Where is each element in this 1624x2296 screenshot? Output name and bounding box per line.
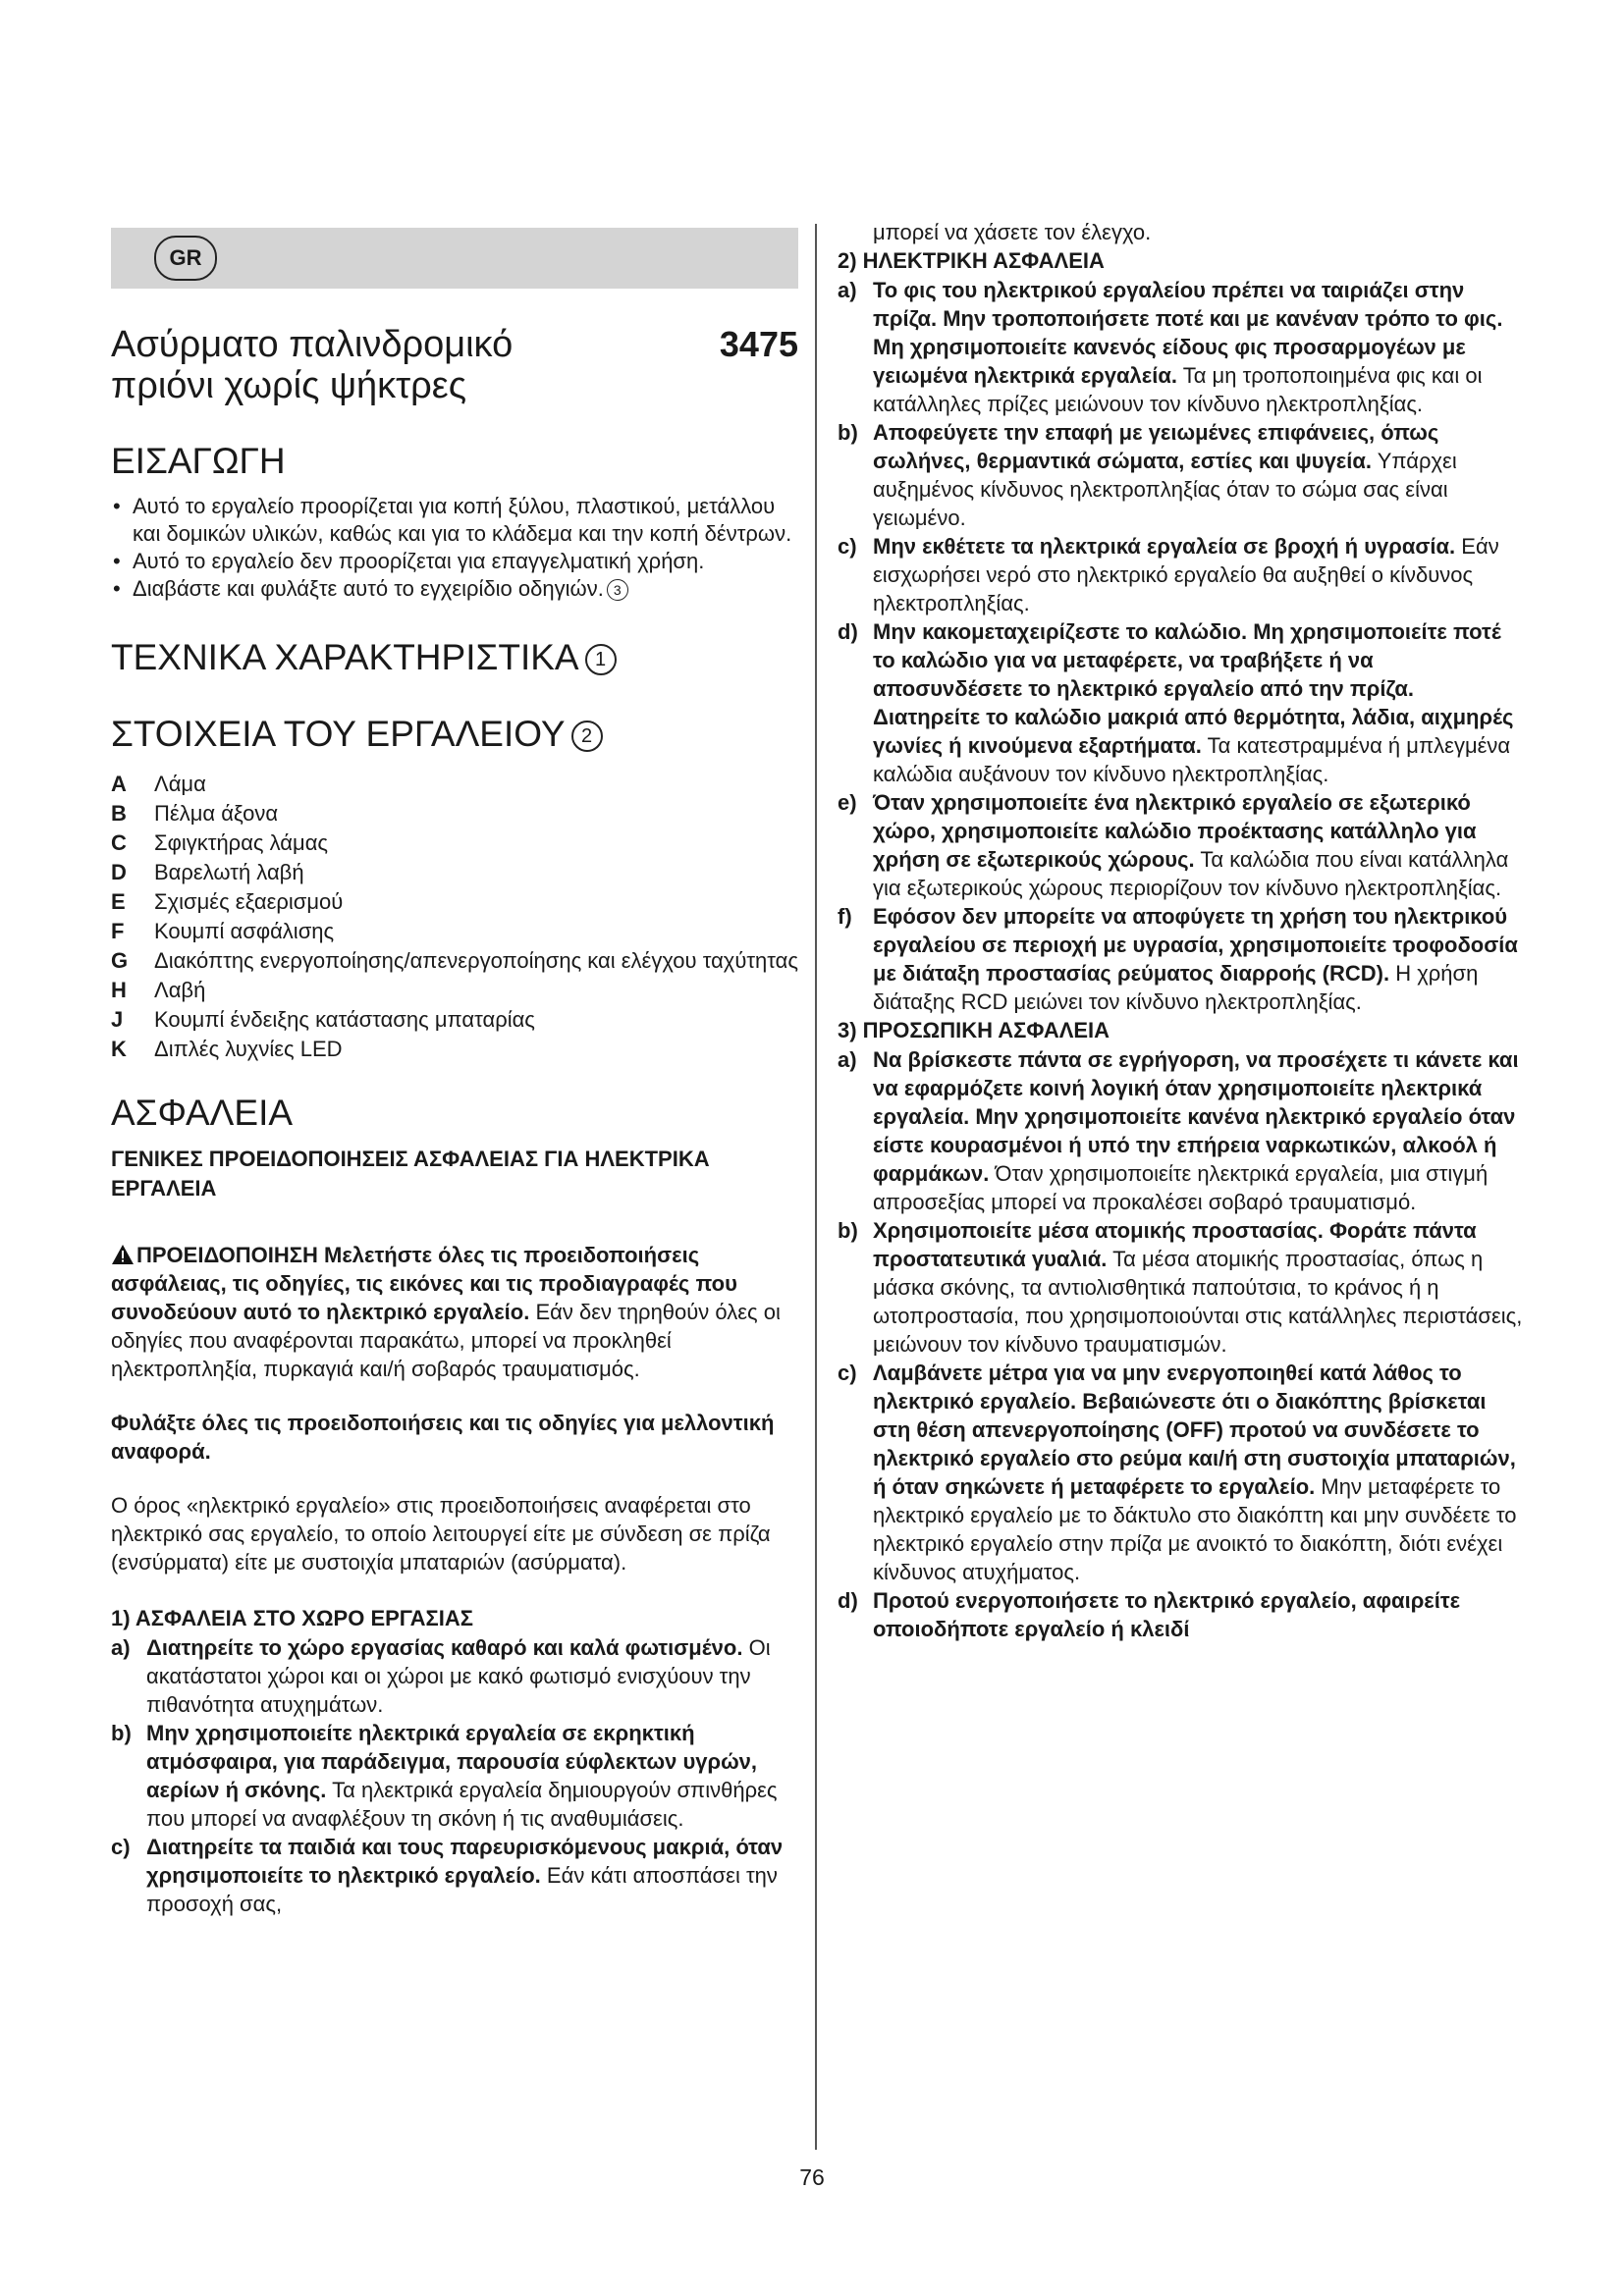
rule-label: b) (838, 1218, 858, 1243)
part-key: J (111, 1007, 124, 1032)
figure-ref-3: 3 (607, 579, 628, 601)
product-title: Ασύρματο παλινδρομικό πριόνι χωρίς ψήκτρες (111, 324, 514, 406)
specs-heading-text: ΤΕΧΝΙΚΑ ΧΑΡΑΚΤΗΡΙΣΤΙΚΑ (111, 637, 579, 677)
rule-item (838, 1216, 1525, 1359)
language-bar (111, 228, 798, 289)
intro-heading: ΕΙΣΑΓΩΓΗ (111, 441, 286, 481)
rule-bold: Μην χρησιμοποιείτε ηλεκτρικά εργαλεία σε εκρηκτική ατμόσφαιρα, για παράδειγμα, παρουσία εύφλεκτων υγρών, αερίων ή σκόνης. (146, 1721, 758, 1802)
rule-bold: Λαμβάνετε μέτρα για να μην ενεργοποιηθεί κατά λάθος το ηλεκτρικό εργαλείο. Βεβαιώνεστε ότι ο διακόπτης βρίσκεται στη θέση απενεργοποίησης (OFF) προτού να συνδέσετε το ηλεκτρικό εργαλείο στο ρεύμα και/ή στη συστοιχία μπαταριών, ή όταν σηκώνετε ή μεταφέρετε το εργαλείο. (873, 1361, 1516, 1499)
rule-bold: Αποφεύγετε την επαφή με γειωμένες επιφάνειες, όπως σωλήνες, θερμαντικά σώματα, εστίες και ψυγεία. (873, 420, 1439, 473)
warning-bold-text: ΠΡΟΕΙΔΟΠΟΙΗΣΗ Μελετήστε όλες τις προειδοποιήσεις ασφάλειας, τις οδηγίες, τις εικόνες και τις προδιαγραφές που συνοδεύουν αυτό το ηλεκτρικό εργαλείο. (111, 1243, 737, 1324)
rule-text: Όταν χρησιμοποιείτε ηλεκτρικά εργαλεία, μια στιγμή απροσεξίας μπορεί να προκαλέσει σοβαρό τραυματισμό. (873, 1161, 1489, 1214)
warning-rest-text: Εάν δεν τηρηθούν όλες οι οδηγίες που αναφέρονται παρακάτω, μπορεί να προκληθεί ηλεκτροπληξία, πυρκαγιά και/ή σοβαρός τραυματισμός. (111, 1300, 781, 1381)
rule-bold: Χρησιμοποιείτε μέσα ατομικής προστασίας. Φοράτε πάντα προστατευτικά γυαλιά. (873, 1218, 1477, 1271)
keep-instructions: Φυλάξτε όλες τις προειδοποιήσεις και τις οδηγίες για μελλοντική αναφορά. (111, 1411, 775, 1464)
parts-list (111, 770, 798, 1064)
rule-item (111, 1833, 798, 1918)
part-key: A (111, 772, 127, 796)
part-key: E (111, 889, 126, 914)
part-item (111, 1005, 798, 1035)
specs-heading (111, 636, 798, 679)
rule-label: e) (838, 790, 857, 815)
rule-bold: Να βρίσκεστε πάντα σε εγρήγορση, να προσέχετε τι κάνετε και να εφαρμόζετε κοινή λογική όταν χρησιμοποιείτε ηλεκτρικά εργαλεία. Μην χρησιμοποιείτε κανένα ηλεκτρικό εργαλείο όταν είστε κουρασμένοι ή υπό την επήρεια ναρκωτικών, αλκοόλ ή φαρμάκων. (873, 1047, 1519, 1186)
rule-label: a) (838, 1047, 857, 1072)
term-definition: Ο όρος «ηλεκτρικό εργαλείο» στις προειδοποιήσεις αναφέρεται στο ηλεκτρικό σας εργαλείο, το οποίο λειτουργεί είτε με σύνδεση σε πρίζα (ενσύρματα) είτε με συστοιχία μπαταριών (ασύρματα). (111, 1493, 771, 1575)
rule-item (838, 902, 1525, 1016)
part-key: K (111, 1037, 127, 1061)
rule-item (111, 1633, 798, 1719)
intro-list (111, 493, 798, 603)
rule-label: a) (111, 1635, 131, 1660)
rule-item (838, 532, 1525, 617)
part-label: Κουμπί ασφάλισης (154, 919, 335, 943)
rule-bold: Το φις του ηλεκτρικού εργαλείου πρέπει να ταιριάζει στην πρίζα. Μην τροποποιήσετε ποτέ και με κανέναν τρόπο το φις. Μη χρησιμοποιείτε κανενός είδους φις προσαρμογέων με γειωμένα ηλεκτρικά εργαλεία. (873, 278, 1503, 388)
parts-heading-text: ΣΤΟΙΧΕΙΑ ΤΟΥ ΕΡΓΑΛΕΙΟΥ (111, 714, 566, 754)
rule-item (838, 788, 1525, 902)
title-row (111, 324, 798, 406)
rule-text: Υπάρχει αυξημένος κίνδυνος ηλεκτροπληξίας όταν το σώμα σας είναι γειωμένο. (873, 449, 1457, 530)
part-item (111, 770, 798, 799)
intro-bullet (111, 575, 798, 603)
rule-label: f) (838, 904, 852, 929)
part-label: Πέλμα άξονα (154, 801, 279, 826)
rule-label: d) (838, 1588, 858, 1613)
right-column (838, 218, 1525, 1643)
part-item (111, 858, 798, 887)
rule-item (838, 1045, 1525, 1216)
rule-bold: Προτού ενεργοποιήσετε το ηλεκτρικό εργαλείο, αφαιρείτε οποιοδήποτε εργαλείο ή κλειδί (873, 1588, 1461, 1641)
rule-bold: Διατηρείτε το χώρο εργασίας καθαρό και καλά φωτισμένο. (146, 1635, 743, 1660)
rule-label: c) (111, 1835, 131, 1859)
part-item (111, 799, 798, 828)
rule-label: c) (838, 1361, 857, 1385)
rule-text: Τα ηλεκτρικά εργαλεία δημιουργούν σπινθήρες που μπορεί να αναφλέξουν τη σκόνη ή τις αναθυμιάσεις. (146, 1778, 778, 1831)
part-label: Λάμα (154, 772, 206, 796)
part-item (111, 946, 798, 976)
column-divider (815, 224, 817, 2150)
rule-item (111, 1719, 798, 1833)
section1-heading: 1) ΑΣΦΑΛΕΙΑ ΣΤΟ ΧΩΡΟ ΕΡΓΑΣΙΑΣ (111, 1606, 473, 1630)
rule-text: Εάν κάτι αποσπάσει την προσοχή σας, (146, 1863, 778, 1916)
part-key: D (111, 860, 127, 884)
rule-bold: Μην εκθέτετε τα ηλεκτρικά εργαλεία σε βροχή ή υγρασία. (873, 534, 1456, 559)
rule-item (838, 617, 1525, 788)
part-label: Λαβή (154, 978, 206, 1002)
rule-item (838, 276, 1525, 418)
rule-text: Τα κατεστραμμένα ή μπλεγμένα καλώδια αυξάνουν τον κίνδυνο ηλεκτροπληξίας. (873, 733, 1511, 786)
rule-text: Εάν εισχωρήσει νερό στο ηλεκτρικό εργαλείο θα αυξηθεί ο κίνδυνος ηλεκτροπληξίας. (873, 534, 1499, 615)
rule-bold: Διατηρείτε τα παιδιά και τους παρευρισκόμενους μακριά, όταν χρησιμοποιείτε το ηλεκτρικό εργαλείο. (146, 1835, 784, 1888)
rule-label: a) (838, 278, 857, 302)
rule-item (838, 1359, 1525, 1586)
part-item (111, 887, 798, 917)
rule-text: Οι ακατάστατοι χώροι και οι χώροι με κακό φωτισμό ενισχύουν την πιθανότητα ατυχημάτων. (146, 1635, 771, 1717)
rule-bold: Όταν χρησιμοποιείτε ένα ηλεκτρικό εργαλείο σε εξωτερικό χώρο, χρησιμοποιείτε καλώδιο προέκτασης κατάλληλο για χρήση σε εξωτερικούς χώρους. (873, 790, 1477, 872)
intro-bullet-text: Διαβάστε και φυλάξτε αυτό το εγχειρίδιο οδηγιών. (133, 576, 604, 601)
rule-continuation (838, 218, 1525, 246)
part-key: F (111, 919, 125, 943)
part-key: G (111, 948, 129, 973)
section2-heading: 2) ΗΛΕΚΤΡΙΚΗ ΑΣΦΑΛΕΙΑ (838, 248, 1105, 273)
intro-bullet: • Αυτό το εργαλείο προορίζεται για κοπή ξύλου, πλαστικού, μετάλλου και δομικών υλικών, καθώς και για το κλάδεμα και την κοπή δέντρων. (111, 493, 798, 548)
rule-text: Μην μεταφέρετε το ηλεκτρικό εργαλείο με το δάκτυλο στο διακόπτη και μην συνδέετε το ηλεκτρικό εργαλείο στην πρίζα με ανοικτό το διακόπτη, διότι ενέχει κίνδυνος ατυχήματος. (873, 1474, 1517, 1584)
rule-bold: Μην κακομεταχειρίζεστε το καλώδιο. Μη χρησιμοποιείτε ποτέ το καλώδιο για να μεταφέρετε, να τραβήξετε ή να αποσυνδέσετε το ηλεκτρικό εργαλείο από την πρίζα. Διατηρείτε το καλώδιο μακριά από θερμότητα, λάδια, αιχμηρές γωνίες ή κινούμενα εξαρτήματα. (873, 619, 1514, 758)
model-number: 3475 (719, 324, 798, 364)
part-label: Σφιγκτήρας λάμας (154, 830, 329, 855)
part-item (111, 917, 798, 946)
warning-icon (111, 1244, 135, 1265)
rule-label: b) (838, 420, 858, 445)
safety-subheading: ΓΕΝΙΚΕΣ ΠΡΟΕΙΔΟΠΟΙΗΣΕΙΣ ΑΣΦΑΛΕΙΑΣ ΓΙΑ ΗΛΕΚΤΡΙΚΑ ΕΡΓΑΛΕΙΑ (111, 1147, 710, 1201)
part-item (111, 976, 798, 1005)
part-key: H (111, 978, 127, 1002)
rule-text: Τα καλώδια που είναι κατάλληλα για εξωτερικούς χώρους περιορίζουν τον κίνδυνο ηλεκτροπληξίας. (873, 847, 1509, 900)
figure-ref-1: 1 (585, 644, 617, 675)
rule-item (838, 418, 1525, 532)
figure-ref-2: 2 (571, 721, 603, 752)
continuation-text: μπορεί να χάσετε τον έλεγχο. (873, 220, 1152, 244)
rule-label: d) (838, 619, 858, 644)
part-label: Κουμπί ένδειξης κατάστασης μπαταρίας (154, 1007, 535, 1032)
rule-label: b) (111, 1721, 132, 1745)
rule-text: Η χρήση διάταξης RCD μειώνει τον κίνδυνο ηλεκτροπληξίας. (873, 961, 1479, 1014)
part-item (111, 828, 798, 858)
part-label: Βαρελωτή λαβή (154, 860, 304, 884)
section3-heading: 3) ΠΡΟΣΩΠΙΚΗ ΑΣΦΑΛΕΙΑ (838, 1018, 1110, 1042)
rule-item (838, 1586, 1525, 1643)
language-badge: GR (154, 236, 217, 281)
page-number: 76 (799, 2164, 825, 2190)
parts-heading (111, 713, 798, 756)
part-label: Διακόπτης ενεργοποίησης/απενεργοποίησης και ελέγχου ταχύτητας (154, 948, 798, 973)
safety-heading: ΑΣΦΑΛΕΙΑ (111, 1093, 294, 1133)
rule-bold: Εφόσον δεν μπορείτε να αποφύγετε τη χρήση του ηλεκτρικού εργαλείου σε περιοχή με υγρασία, χρησιμοποιείτε τροφοδοσία με διάταξη προστασίας ρεύματος διαρροής (RCD). (873, 904, 1518, 986)
rule-text: Τα μη τροποποιημένα φις και οι κατάλληλες πρίζες μειώνουν τον κίνδυνο ηλεκτροπληξίας. (873, 363, 1483, 416)
left-column (111, 228, 798, 1918)
part-label: Διπλές λυχνίες LED (154, 1037, 343, 1061)
part-key: C (111, 830, 127, 855)
rule-text: Τα μέσα ατομικής προστασίας, όπως η μάσκα σκόνης, τα αντιολισθητικά παπούτσια, το κράνος ή η ωτοπροστασία, που χρησιμοποιούνται στις κατάλληλες περιστάσεις, μειώνουν τον κίνδυνο τραυματισμών. (873, 1247, 1523, 1357)
rule-label: c) (838, 534, 857, 559)
part-item (111, 1035, 798, 1064)
part-label: Σχισμές εξαερισμού (154, 889, 344, 914)
intro-bullet: • Αυτό το εργαλείο δεν προορίζεται για επαγγελματική χρήση. (111, 548, 798, 575)
general-warning (111, 1241, 798, 1383)
part-key: B (111, 801, 127, 826)
